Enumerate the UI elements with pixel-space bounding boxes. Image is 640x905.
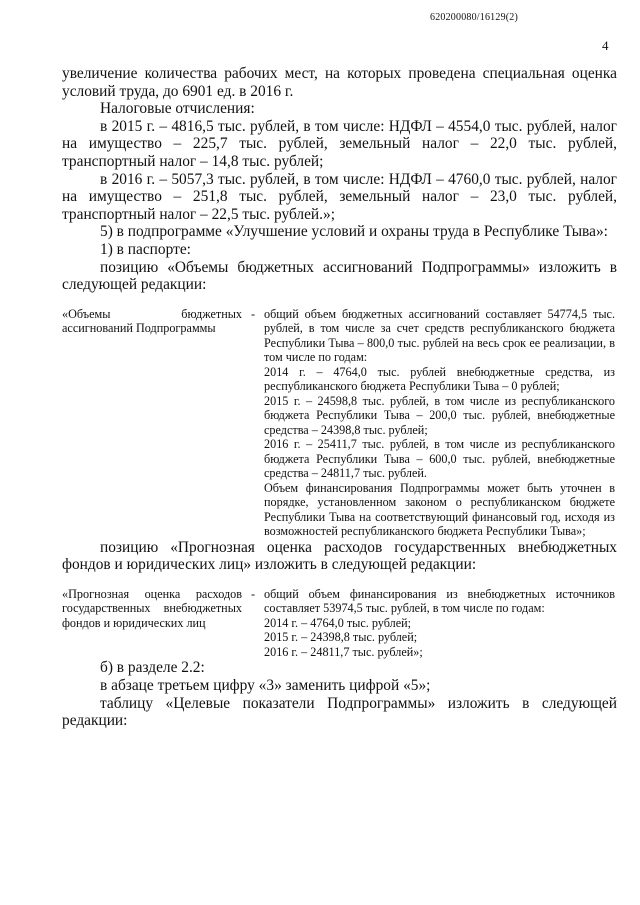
table-line: 2016 г. – 25411,7 тыс. рублей, в том числе из республиканского бюджета Республики Тыва – 600,0 тыс. рублей, внебюджетные средства – 24811,7 тыс. рублей. (264, 437, 615, 481)
paragraph: в абзаце третьем цифру «3» заменить цифрой «5»; (100, 677, 431, 694)
document-body (62, 65, 617, 730)
position-text (264, 307, 617, 539)
budget-allocations-table (62, 307, 617, 539)
table-line: 2016 г. – 24811,7 тыс. рублей»; (264, 644, 423, 659)
dash-separator: - (250, 586, 256, 601)
paragraph: б) в разделе 2.2: (100, 659, 205, 677)
table-line: 2015 г. – 24398,8 тыс. рублей; (264, 630, 418, 645)
position-text (264, 587, 617, 660)
table-line: 2014 г. – 4764,0 тыс. рублей; (264, 615, 412, 630)
paragraph: таблицу «Целевые показатели Подпрограммы» изложить в следующей редакции: (62, 694, 617, 730)
position-name: «Объемы бюджетных ассигнований Подпрограммы (62, 306, 242, 336)
table-line: Объем финансирования Подпрограммы может быть уточнен в порядке, установленном законом о республиканском бюджете Республики Тыва на соответствующий финансовый год, исходя из возможностей республиканского бюджета Республики Тыва»; (264, 480, 615, 539)
document-number: 620200080/16129(2) (430, 12, 519, 23)
page-number: 4 (602, 38, 609, 53)
paragraph: 1) в паспорте: (100, 240, 191, 258)
paragraph: позицию «Объемы бюджетных ассигнований Подпрограммы» изложить в следующей редакции: (62, 258, 617, 294)
paragraph: Налоговые отчисления: (100, 100, 255, 118)
paragraph: в 2016 г. – 5057,3 тыс. рублей, в том числе: НДФЛ – 4760,0 тыс. рублей, налог на имущество – 251,8 тыс. рублей, земельный налог – 23,0 тыс. рублей, транспортный налог – 22,5 тыс. рублей.»; (62, 170, 617, 223)
table-line: 2014 г. – 4764,0 тыс. рублей внебюджетные средства, из республиканского бюджета Республики Тыва – 0 рублей; (264, 364, 615, 394)
paragraph: увеличение количества рабочих мест, на которых проведена специальная оценка условий труда, до 6901 ед. в 2016 г. (62, 65, 617, 100)
paragraph: позицию «Прогнозная оценка расходов государственных внебюджетных фондов и юридических лиц» изложить в следующей редакции: (62, 538, 617, 574)
paragraph: 5) в подпрограмме «Улучшение условий и охраны труда в Республике Тыва»: (100, 223, 608, 241)
dash-separator: - (250, 306, 256, 321)
table-line: общий объем финансирования из внебюджетных источников составляет 53974,5 тыс. рублей, в том числе по годам: (264, 586, 615, 616)
position-name: «Прогнозная оценка расходов государственных внебюджетных фондов и юридических лиц (62, 586, 242, 630)
forecast-expenses-table (62, 587, 617, 660)
table-line: общий объем бюджетных ассигнований составляет 54774,5 тыс. рублей, в том числе за счет средств республиканского бюджета Республики Тыва – 800,0 тыс. рублей на весь срок ее реализации, в том числе по годам: (264, 306, 615, 365)
table-line: 2015 г. – 24598,8 тыс. рублей, в том числе из республиканского бюджета Республики Тыва – 200,0 тыс. рублей, внебюджетные средства – 24398,8 тыс. рублей; (264, 393, 615, 437)
paragraph: в 2015 г. – 4816,5 тыс. рублей, в том числе: НДФЛ – 4554,0 тыс. рублей, налог на имущество – 225,7 тыс. рублей, земельный налог – 22,0 тыс. рублей, транспортный налог – 14,8 тыс. рублей; (62, 117, 617, 170)
